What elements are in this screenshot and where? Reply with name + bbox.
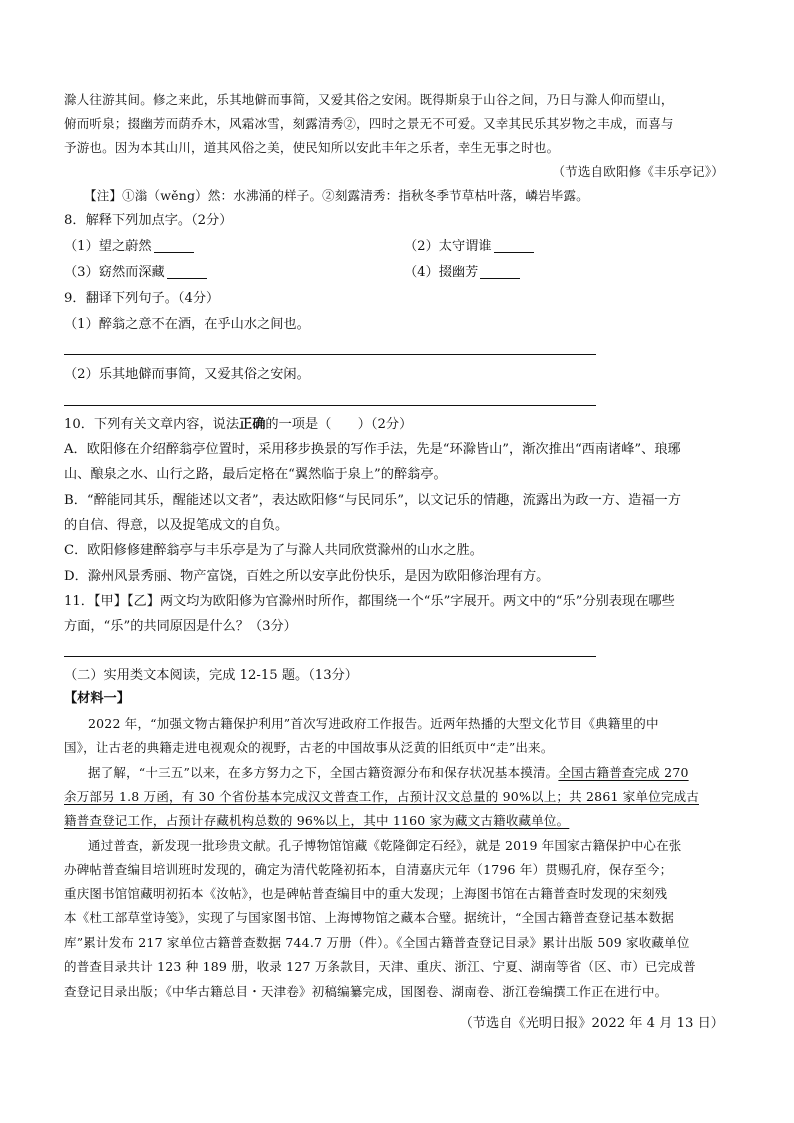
option-a: A．欧阳修在介绍醉翁亭位置时，采用移步换景的写作手法，先是“环滁皆山”，渐次推出“西南诸峰”、琅琊: [64, 442, 681, 457]
question-9-item-1: （1）醉翁之意不在酒，在乎山水之间也。: [64, 317, 310, 332]
option-c: C．欧阳修修建醉翁亭与丰乐亭是为了与滁人共同欣赏滁州的山水之胜。: [64, 543, 483, 558]
option-d: D．滁州风景秀丽、物产富饶，百姓之所以安享此份快乐，是因为欧阳修治理有方。: [64, 569, 550, 584]
material-label: 【材料一】: [64, 691, 130, 706]
question-10: 10．下列有关文章内容，说法正确的一项是（ ）（2分）: [64, 417, 413, 432]
passage-line: 滁人往游其间。修之来此，乐其地僻而事简，又爱其俗之安闲。既得斯泉于山谷之间，乃日与滁人仰而望山，: [64, 92, 674, 107]
material-text: 办碑帖普查编目培训班时发现的，确定为清代乾隆初拓本，自清嘉庆元年（1796 年）贯赐孔府，保存至今；: [64, 862, 673, 877]
answer-blank[interactable]: [167, 266, 207, 279]
question-8-item-3: （3）窈然而深藏: [64, 266, 207, 279]
answer-blank[interactable]: [154, 240, 194, 253]
question-8-item-4: （4）掇幽芳: [404, 266, 520, 279]
answer-line[interactable]: [64, 405, 596, 406]
material-text: 重庆图书馆馆藏明初拓本《汝帖》，也是碑帖普查编目中的重大发现；上海图书馆在古籍普查时发现的宋刻残: [64, 886, 668, 901]
passage-line: 俯而听泉；掇幽芳而荫乔木，风霜冰雪，刻露清秀②，四时之景无不可爱。又幸其民乐其岁物之丰成，而喜与: [64, 116, 674, 131]
question-8: 8．解释下列加点字。（2分）: [64, 213, 233, 228]
section-heading: （二）实用类文本阅读，完成 12-15 题。（13分）: [64, 668, 358, 683]
question-9-item-2: （2）乐其地僻而事简，又爱其俗之安闲。: [64, 367, 310, 382]
option-b-cont: 的自信、得意，以及捉笔成文的自负。: [64, 518, 289, 533]
passage-line: 予游也。因为本其山川，道其风俗之美，使民知所以安此丰年之乐者，幸生无事之时也。: [64, 140, 560, 155]
answer-blank[interactable]: [494, 240, 534, 253]
option-a-cont: 山、酿泉之水、山行之路，最后定格在“翼然临于泉上”的醉翁亭。: [64, 467, 447, 482]
material-text-underlined: 余万部另 1.8 万函，有 30 个省份基本完成汉文普查工作，占预计汉文总量的 90%以上；共 2861 家单位完成古: [64, 789, 699, 804]
answer-line[interactable]: [64, 354, 596, 355]
material-text: 本《杜工部草堂诗笺》，实现了与国家图书馆、上海博物馆之藏本合璧。据统计，“全国古籍普查登记基本数据: [64, 910, 674, 925]
question-9: 9．翻译下列句子。（4分）: [64, 291, 220, 306]
annotation-note: 【注】①滃（wěng）然：水沸涌的样子。②刻露清秀：指秋冬季节草枯叶落，嶙岩毕露。: [84, 188, 589, 203]
material-text: 的普查目录共计 123 种 189 册，收录 127 万条款目，天津、重庆、浙江、宁夏、湖南等省（区、市）已完成普: [64, 959, 696, 974]
option-b: B．“醉能同其乐，醒能述以文者”，表达欧阳修“与民同乐”，以文记乐的情趣，流露出为政一方、造福一方: [64, 493, 681, 508]
question-11: 11．【甲】【乙】两文均为欧阳修为官滁州时所作，都围绕一个“乐”字展开。两文中的“乐”分别表现在哪些: [64, 594, 675, 609]
material-text: 查登记目录出版；《中华古籍总目・天津卷》初稿编纂完成，国图卷、湖南卷、浙江卷编撰工作正在进行中。: [64, 984, 668, 999]
material-text: 国》，让古老的典籍走进电视观众的视野，古老的中国故事从泛黄的旧纸页中“走”出来。: [64, 740, 554, 755]
material-source: （节选自《光明日报》2022 年 4 月 13 日）: [459, 1016, 724, 1031]
material-text: 2022 年，“加强文物古籍保护利用”首次写进政府工作报告。近两年热播的大型文化节目《典籍里的中: [88, 716, 659, 731]
question-8-item-1: （1）望之蔚然: [64, 240, 194, 253]
material-text: 通过普查，新发现一批珍贵文献。孔子博物馆馆藏《乾隆御定石经》，就是 2019 年国家古籍保护中心在张: [88, 838, 682, 853]
question-11-cont: 方面，“乐”的共同原因是什么？（3分）: [64, 619, 297, 634]
material-text: 据了解，“十三五”以来，在多方努力之下，全国古籍资源分布和保存状况基本摸清。全国古籍普查完成 270: [88, 765, 689, 780]
answer-blank[interactable]: [480, 266, 520, 279]
answer-line[interactable]: [64, 656, 596, 657]
material-text: 库”累计发布 217 家单位古籍普查数据 744.7 万册（件）。《全国古籍普查登记目录》累计出版 509 家收藏单位: [64, 935, 690, 950]
question-8-item-2: （2）太守谓谁: [404, 240, 534, 253]
material-text-underlined: 籍普查登记工作，占预计存藏机构总数的 96%以上，其中 1160 家为藏文古籍收藏单位。: [64, 813, 570, 828]
passage-source: （节选自欧阳修《丰乐亭记》）: [552, 164, 724, 179]
